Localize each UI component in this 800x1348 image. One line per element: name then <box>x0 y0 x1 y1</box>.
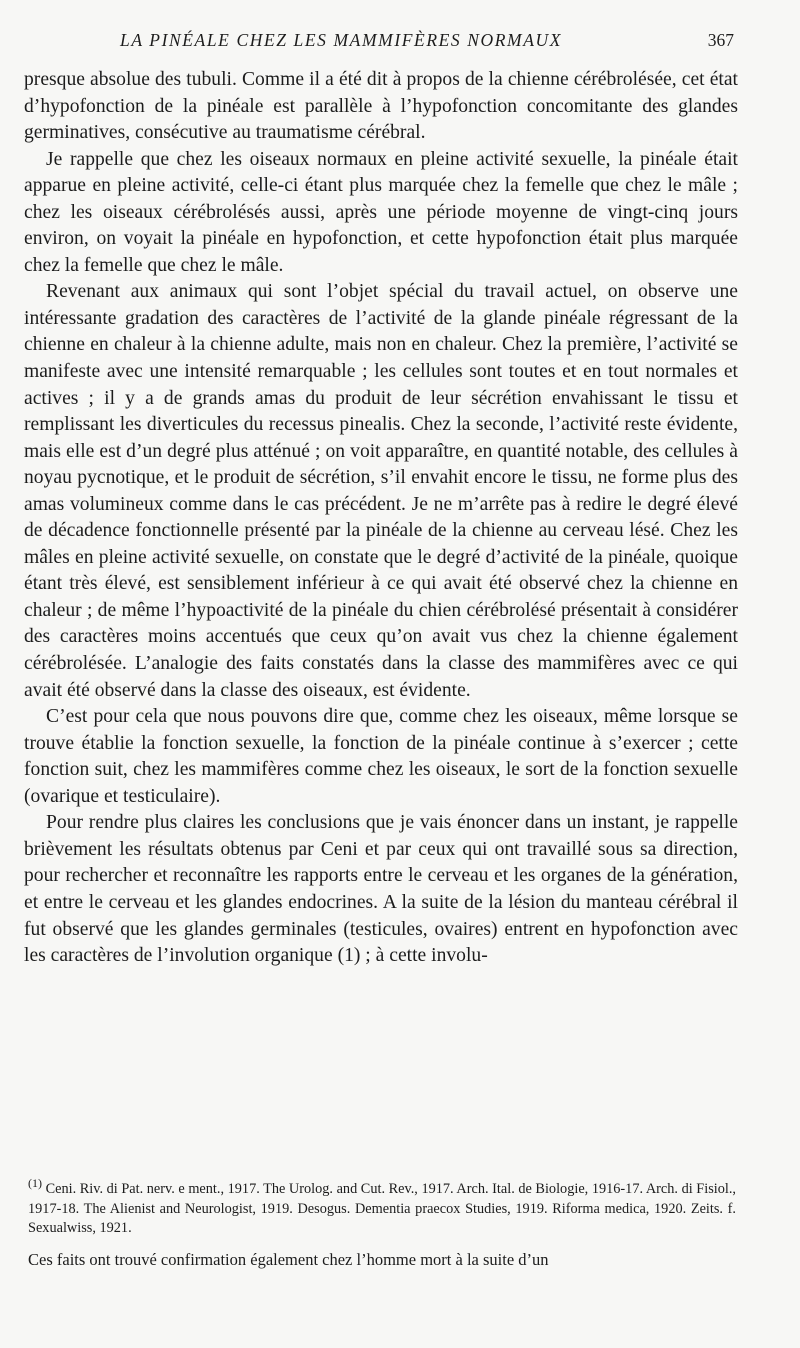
footnotes <box>28 1176 737 1271</box>
footnote-continuation: Ces faits ont trouvé confirmation également chez l’homme mort à la suite d’un <box>28 1249 549 1269</box>
paragraph: C’est pour cela que nous pouvons dire que, comme chez les oiseaux, même lorsque se trouve établie la fonction sexuelle, la fonction de la pinéale continue à s’exercer ; cette fonction suit, chez les mammifères comme chez les oiseaux, le sort de la fonction sexuelle (ovarique et testiculaire). <box>24 706 738 807</box>
running-title: LA PINÉALE CHEZ LES MAMMIFÈRES NORMAUX <box>120 30 563 50</box>
running-head <box>120 30 734 54</box>
footnote-mark: (1) <box>28 1176 42 1191</box>
paragraph: Je rappelle que chez les oiseaux normaux en pleine activité sexuelle, la pinéale était apparue en pleine activité, celle-ci étant plus marquée chez la femelle que chez le mâle ; chez les oiseaux cérébrolésés aussi, après une période moyenne de vingt-cinq jours environ, on voyait la pinéale en hypofonction, et cette hypofonction était plus marquée chez la femelle que chez le mâle. <box>24 148 738 276</box>
page-number: 367 <box>707 30 734 50</box>
body-text <box>24 67 738 970</box>
paragraph: Pour rendre plus claires les conclusions que je vais énoncer dans un instant, je rappelle brièvement les résultats obtenus par Ceni et par ceux qui ont travaillé sous sa direction, pour rechercher et reconnaître les rapports entre le cerveau et les organes de la génération, et entre le cerveau et les glandes endocrines. A la suite de la lésion du manteau cérébral il fut observé que les glandes germinales (testicules, ovaires) entrent en hypofonction avec les caractères de l’involution organique (1) ; à cette involu- <box>24 812 738 967</box>
footnote <box>28 1176 737 1239</box>
paragraph: presque absolue des tubuli. Comme il a été dit à propos de la chienne cérébrolésée, cet état d’hypofonction de la pinéale est parallèle à l’hypofonction concomitante des glandes germinatives, consécutive au traumatisme cérébral. <box>24 69 738 144</box>
footnote-text: Ceni. Riv. di Pat. nerv. e ment., 1917. The Urolog. and Cut. Rev., 1917. Arch. Ital. de Biologie, 1916-17. Arch. di Fisiol., 1917-18. The Alienist and Neurologist, 1919. Desogus. Dementia praecox Studies, 1919. Riforma medica, 1920. Zeits. f. Sexualwiss, 1921. <box>28 1181 737 1236</box>
paragraph: Revenant aux animaux qui sont l’objet spécial du travail actuel, on observe une intéressante gradation des caractères de l’activité de la glande pinéale régressant de la chienne en chaleur à la chienne adulte, mais non en chaleur. Chez la première, l’activité se manifeste avec une intensité remarquable ; les cellules sont toutes et en tout normales et actives ; il y a de grands amas du produit de leur sécrétion envahissant le tissu et remplissant les diverticules du recessus pinealis. Chez la seconde, l’activité reste évidente, mais elle est d’un degré plus atténué ; on voit apparaître, en quantité notable, des cellules à noyau pycnotique, et le produit de sécrétion, s’il envahit encore le tissu, ne forme plus des amas volumineux comme dans le cas précédent. Je ne m’arrête pas à redire le degré élevé de décadence fonctionnelle présenté par la pinéale de la chienne au cerveau lésé. Chez les mâles en pleine activité sexuelle, on constate que le degré d’activité de la pinéale, quoique étant très élevé, est sensiblement inférieur à ce qui avait été observé chez la chienne en chaleur ; de même l’hypoactivité de la pinéale du chien cérébrolésé présentait à considérer des caractères moins accentués que ceux qu’on avait vus chez la chienne également cérébrolésée. L’analogie des faits constatés dans la classe des mammifères avec ce qui avait été observé dans la classe des oiseaux, est évidente. <box>24 281 738 701</box>
